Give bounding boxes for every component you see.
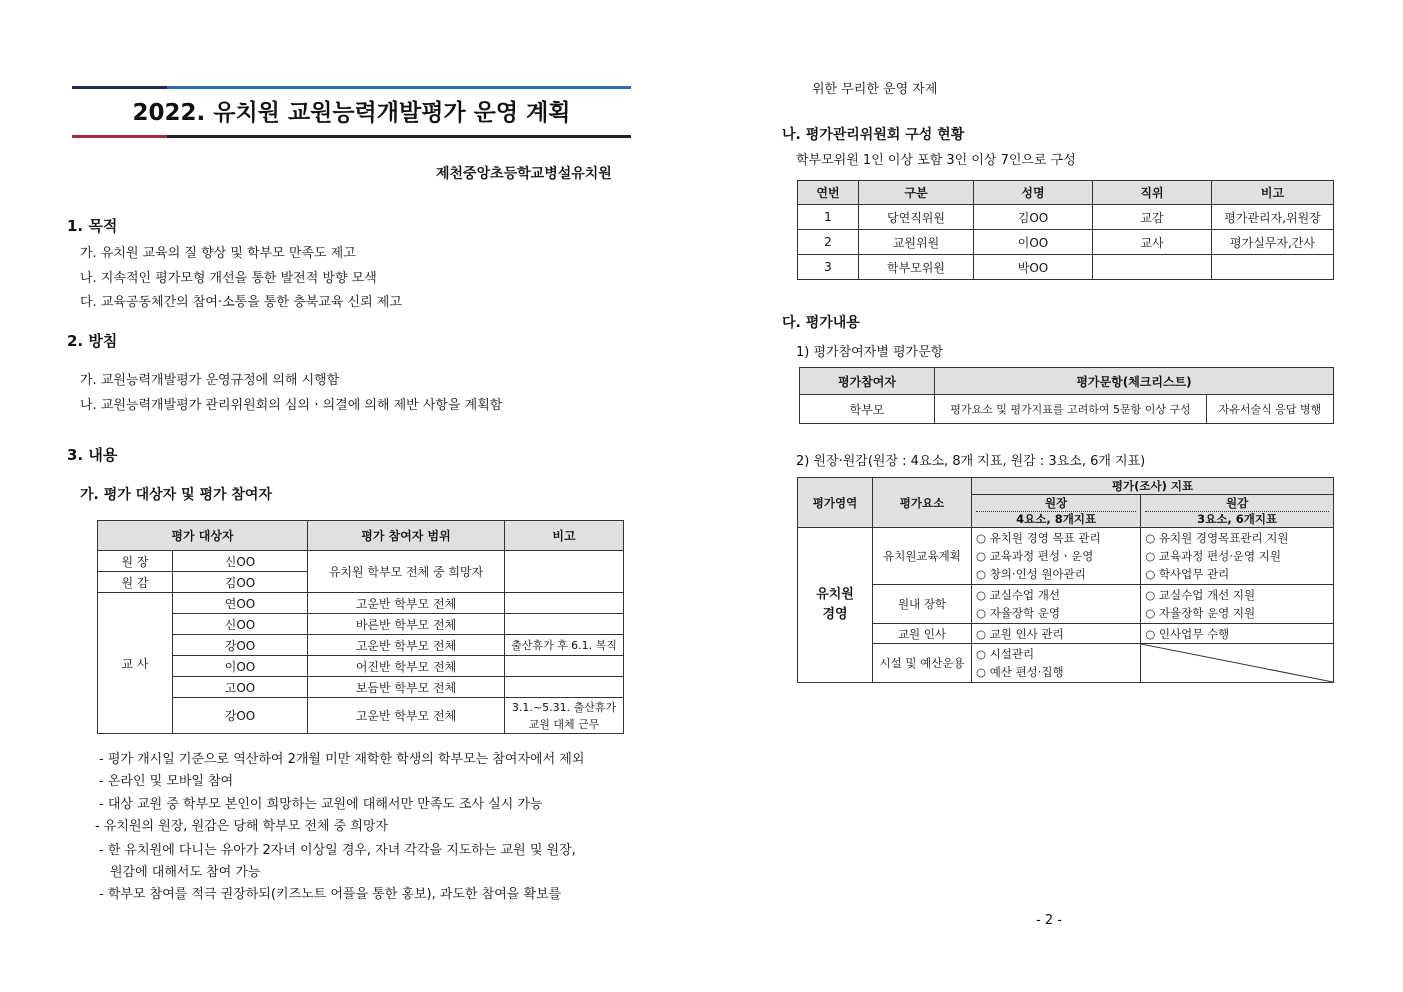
evaluation-target-table: [97, 520, 624, 734]
title-bottom-line-red: [72, 135, 167, 138]
table1-note: [505, 551, 624, 593]
table1-name: 신OO: [173, 551, 308, 572]
committee-header: 구분: [859, 181, 974, 205]
table1-role: 교 사: [98, 593, 173, 734]
table1-note-line: 교원 대체 근무: [528, 717, 600, 731]
indicator-vice-header: [1141, 495, 1334, 528]
table1-header: 평가 대상자: [98, 521, 308, 551]
indicator-header: 평가(조사) 지표: [972, 478, 1334, 495]
title-bottom-line-dark: [167, 135, 631, 138]
indicator-line: ○ 교실수업 개선: [976, 588, 1060, 602]
table1-note-line: 3.1.~5.31. 출산휴가: [511, 700, 617, 714]
table1-role: 원 장: [98, 551, 173, 572]
committee-cell: 김OO: [974, 205, 1093, 230]
committee-cell: [1212, 255, 1334, 280]
table1-range: 어진반 학부모 전체: [308, 656, 505, 677]
indicator-director-title: 원장: [976, 496, 1136, 512]
indicator-vice-cell: [1141, 585, 1334, 624]
section2-item: 가. 교원능력개발평가 운영규정에 의해 시행함: [80, 373, 340, 388]
indicator-line: ○ 교실수업 개선 지원: [1145, 588, 1256, 602]
committee-cell: 박OO: [974, 255, 1093, 280]
indicator-header: 평가요소: [873, 478, 972, 528]
eval-header: 평가문항(체크리스트): [935, 368, 1334, 395]
table1-range: 고운반 학부모 전체: [308, 635, 505, 656]
eval-subheading-2: 2) 원장·원감(원장 : 4요소, 8개 지표, 원감 : 3요소, 6개 지표): [796, 454, 1146, 469]
table1-note: [505, 698, 624, 734]
indicator-director-cell: [972, 528, 1141, 585]
indicator-area-line: 유치원: [816, 587, 854, 602]
indicator-line: ○ 교육과정 편성·운영 지원: [1145, 549, 1281, 563]
committee-cell: 교사: [1093, 230, 1212, 255]
note-line: - 온라인 및 모바일 참여: [99, 774, 234, 789]
committee-cell: 평가관리자,위원장: [1212, 205, 1334, 230]
table1-range: 보듬반 학부모 전체: [308, 677, 505, 698]
section2-heading: 2. 방침: [67, 332, 118, 350]
eval-description: 평가요소 및 평가지표를 고려하여 5문항 이상 구성: [935, 395, 1207, 424]
indicator-header: 평가영역: [798, 478, 873, 528]
table1-note: [505, 677, 624, 698]
indicator-director-sub: 4요소, 8개지표: [1016, 511, 1097, 526]
committee-cell: 3: [798, 255, 859, 280]
indicator-director-header: [972, 495, 1141, 528]
committee-description: 학부모위원 1인 이상 포함 3인 이상 7인으로 구성: [796, 153, 1076, 168]
table1-range: 고운반 학부모 전체: [308, 593, 505, 614]
indicator-line: ○ 자율장학 운영 지원: [1145, 606, 1256, 620]
indicator-line: ○ 자율장학 운영: [976, 606, 1060, 620]
committee-header: 비고: [1212, 181, 1334, 205]
committee-cell: 학부모위원: [859, 255, 974, 280]
section2-item: 나. 교원능력개발평가 관리위원회의 심의ㆍ의결에 의해 제반 사항을 계획함: [80, 398, 503, 413]
committee-table: [797, 180, 1334, 280]
indicator-element: 유치원교육계획: [873, 528, 972, 585]
indicator-director-cell: [972, 644, 1141, 683]
committee-cell: 당연직위원: [859, 205, 974, 230]
table1-role: 원 감: [98, 572, 173, 593]
committee-cell: 교원위원: [859, 230, 974, 255]
committee-header: 성명: [974, 181, 1093, 205]
section3-subheading: 가. 평가 대상자 및 평가 참여자: [80, 487, 272, 503]
title-top-line-blue: [167, 86, 631, 89]
title-top-line-navy: [72, 86, 167, 89]
committee-header: 연번: [798, 181, 859, 205]
section1-item: 다. 교육공동체간의 참여·소통을 통한 충북교육 신뢰 제고: [80, 295, 402, 310]
school-name: 제천중앙초등학교병설유치원: [436, 166, 612, 182]
committee-cell: 교감: [1093, 205, 1212, 230]
indicator-element: 교원 인사: [873, 624, 972, 644]
table1-name: 이OO: [173, 656, 308, 677]
continued-text: 위한 무리한 운영 자제: [812, 82, 938, 97]
indicator-element: 시설 및 예산운용: [873, 644, 972, 683]
indicator-vice-title: 원감: [1145, 496, 1329, 512]
committee-cell: 이OO: [974, 230, 1093, 255]
committee-cell: [1093, 255, 1212, 280]
indicator-line: ○ 유치원 경영 목표 관리: [976, 531, 1101, 545]
note-line: - 평가 개시일 기준으로 역산하여 2개월 미만 재학한 학생의 학부모는 참여자에서 제외: [99, 752, 585, 767]
indicator-line: ○ 예산 편성·집행: [976, 665, 1064, 679]
eval-content-heading: 다. 평가내용: [782, 315, 860, 331]
table1-header: 평가 참여자 범위: [308, 521, 505, 551]
indicator-line: ○ 시설관리: [976, 647, 1035, 661]
table1-name: 연OO: [173, 593, 308, 614]
section1-item: 가. 유치원 교육의 질 향상 및 학부모 만족도 제고: [80, 246, 356, 261]
indicator-element: 원내 장학: [873, 585, 972, 624]
indicator-line: ○ 창의·인성 원아관리: [976, 567, 1086, 581]
indicator-empty-cell: [1141, 644, 1334, 683]
committee-cell: 2: [798, 230, 859, 255]
table1-note: [505, 614, 624, 635]
note-line: 원감에 대해서도 참여 가능: [110, 865, 261, 880]
eval-header: 평가참여자: [800, 368, 935, 395]
table1-range: 유치원 학부모 전체 중 희망자: [308, 551, 505, 593]
section1-item: 나. 지속적인 평가모형 개선을 통한 발전적 방향 모색: [80, 271, 377, 286]
page-title: 2022. 유치원 교원능력개발평가 운영 계획: [132, 100, 571, 126]
table1-range: 고운반 학부모 전체: [308, 698, 505, 734]
table1-note: [505, 656, 624, 677]
section3-heading: 3. 내용: [67, 446, 118, 464]
indicator-vice-cell: [1141, 528, 1334, 585]
committee-heading: 나. 평가관리위원회 구성 현황: [782, 127, 965, 143]
table1-header: 비고: [505, 521, 624, 551]
indicator-line: ○ 학사업무 관리: [1145, 567, 1230, 581]
indicator-area: [798, 528, 873, 683]
table1-name: 강OO: [173, 698, 308, 734]
eval-subheading-1: 1) 평가참여자별 평가문항: [796, 345, 944, 360]
indicator-director-cell: [972, 585, 1141, 624]
indicator-director-cell: ○ 교원 인사 관리: [972, 624, 1141, 644]
table1-note: 출산휴가 후 6.1. 복직: [505, 635, 624, 656]
committee-cell: 평가실무자,간사: [1212, 230, 1334, 255]
table1-note: [505, 593, 624, 614]
table1-name: 신OO: [173, 614, 308, 635]
indicator-line: ○ 교육과정 편성ㆍ운영: [976, 549, 1094, 563]
indicator-area-line: 경영: [822, 607, 848, 622]
table1-name: 강OO: [173, 635, 308, 656]
indicator-table: [797, 477, 1334, 683]
indicator-vice-sub: 3요소, 6개지표: [1197, 511, 1278, 526]
committee-cell: 1: [798, 205, 859, 230]
table1-name: 김OO: [173, 572, 308, 593]
note-line: - 유치원의 원장, 원감은 당해 학부모 전체 중 희망자: [95, 819, 389, 834]
note-line: - 학부모 참여를 적극 권장하되(키즈노트 어플을 통한 홍보), 과도한 참여을 확보를: [99, 887, 562, 902]
diagonal-slash: [1141, 644, 1333, 682]
note-line: - 한 유치원에 다니는 유아가 2자녀 이상일 경우, 자녀 각각을 지도하는 교원 및 원장,: [99, 843, 576, 858]
note-line: - 대상 교원 중 학부모 본인이 희망하는 교원에 대해서만 만족도 조사 실시 가능: [99, 797, 543, 812]
section1-heading: 1. 목적: [67, 217, 118, 235]
committee-header: 직위: [1093, 181, 1212, 205]
indicator-vice-cell: ○ 인사업무 수행: [1141, 624, 1334, 644]
indicator-line: ○ 유치원 경영목표관리 지원: [1145, 531, 1289, 545]
eval-participant: 학부모: [800, 395, 935, 424]
eval-items-table: [799, 367, 1334, 424]
table1-name: 고OO: [173, 677, 308, 698]
eval-note: 자유서술식 응답 병행: [1207, 395, 1334, 424]
page-number: - 2 -: [1036, 913, 1062, 928]
table1-range: 바른반 학부모 전체: [308, 614, 505, 635]
